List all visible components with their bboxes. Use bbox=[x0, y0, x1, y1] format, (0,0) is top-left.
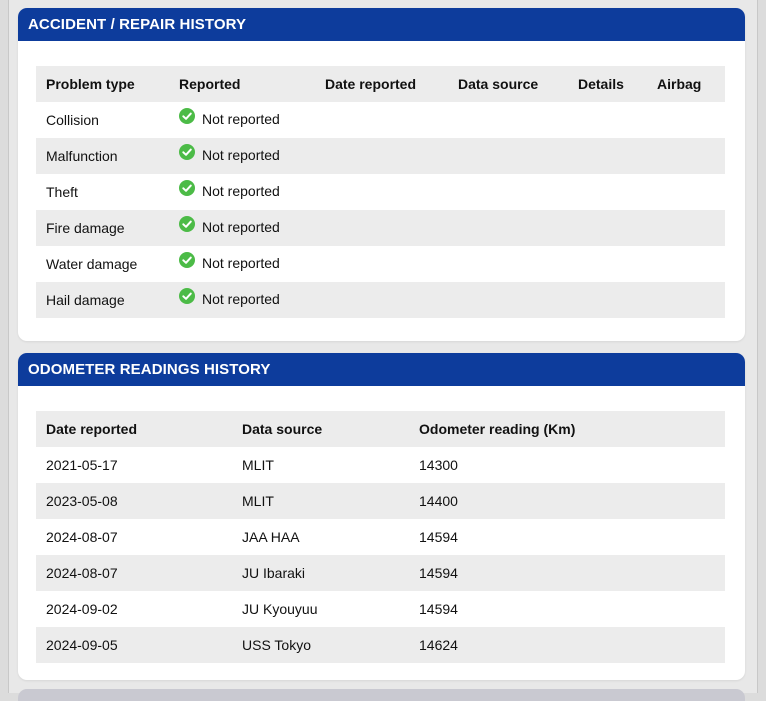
table-row bbox=[36, 246, 725, 282]
table-row bbox=[36, 138, 725, 174]
problem-type-cell: Malfunction bbox=[36, 138, 169, 174]
details-cell bbox=[568, 210, 647, 246]
problem-type-cell: Hail damage bbox=[36, 282, 169, 318]
reported-status-text: Not reported bbox=[202, 218, 280, 235]
problem-type-cell: Water damage bbox=[36, 246, 169, 282]
reported-cell bbox=[169, 282, 315, 318]
airbag-cell bbox=[647, 246, 725, 282]
details-cell bbox=[568, 102, 647, 138]
data-source-cell bbox=[448, 210, 568, 246]
data-source-cell bbox=[448, 246, 568, 282]
problem-type-cell: Collision bbox=[36, 102, 169, 138]
col-header-problem-type: Problem type bbox=[36, 66, 169, 102]
table-row bbox=[36, 282, 725, 318]
data-source-cell bbox=[448, 282, 568, 318]
col-header-date-reported: Date reported bbox=[36, 411, 232, 447]
reported-status-text: Not reported bbox=[202, 290, 280, 307]
table-row bbox=[36, 555, 725, 591]
odometer-reading-cell: 14594 bbox=[409, 555, 725, 591]
odometer-reading-cell: 14594 bbox=[409, 519, 725, 555]
reported-status-text: Not reported bbox=[202, 254, 280, 271]
reported-cell bbox=[169, 138, 315, 174]
date-reported-cell bbox=[315, 138, 448, 174]
reported-cell bbox=[169, 174, 315, 210]
date-reported-cell bbox=[315, 246, 448, 282]
odometer-reading-cell: 14624 bbox=[409, 627, 725, 663]
odometer-source-cell: MLIT bbox=[232, 447, 409, 483]
table-row bbox=[36, 519, 725, 555]
odometer-date-cell: 2023-05-08 bbox=[36, 483, 232, 519]
reported-cell bbox=[169, 102, 315, 138]
col-header-data-source: Data source bbox=[232, 411, 409, 447]
odometer-date-cell: 2024-09-02 bbox=[36, 591, 232, 627]
col-header-data-source: Data source bbox=[448, 66, 568, 102]
details-cell bbox=[568, 282, 647, 318]
table-row bbox=[36, 102, 725, 138]
check-circle-icon bbox=[179, 108, 195, 124]
reported-status-text: Not reported bbox=[202, 182, 280, 199]
odometer-date-cell: 2024-08-07 bbox=[36, 519, 232, 555]
odometer-reading-cell: 14300 bbox=[409, 447, 725, 483]
table-row bbox=[36, 174, 725, 210]
odometer-date-cell: 2024-08-07 bbox=[36, 555, 232, 591]
details-cell bbox=[568, 138, 647, 174]
airbag-cell bbox=[647, 210, 725, 246]
date-reported-cell bbox=[315, 210, 448, 246]
odometer-history-table bbox=[36, 411, 725, 663]
col-header-date-reported: Date reported bbox=[315, 66, 448, 102]
accident-history-title: ACCIDENT / REPAIR HISTORY bbox=[18, 8, 745, 41]
odometer-source-cell: JAA HAA bbox=[232, 519, 409, 555]
col-header-details: Details bbox=[568, 66, 647, 102]
date-reported-cell bbox=[315, 174, 448, 210]
check-circle-icon bbox=[179, 288, 195, 304]
odometer-reading-cell: 14594 bbox=[409, 591, 725, 627]
reported-status-text: Not reported bbox=[202, 110, 280, 127]
table-row bbox=[36, 591, 725, 627]
odometer-source-cell: MLIT bbox=[232, 483, 409, 519]
data-source-cell bbox=[448, 102, 568, 138]
reported-cell bbox=[169, 246, 315, 282]
problem-type-cell: Theft bbox=[36, 174, 169, 210]
check-circle-icon bbox=[179, 144, 195, 160]
airbag-cell bbox=[647, 138, 725, 174]
accident-history-table bbox=[36, 66, 725, 318]
reported-cell bbox=[169, 210, 315, 246]
date-reported-cell bbox=[315, 282, 448, 318]
check-circle-icon bbox=[179, 216, 195, 232]
accident-table-header-row bbox=[36, 66, 725, 102]
airbag-cell bbox=[647, 282, 725, 318]
next-section-edge bbox=[18, 689, 745, 701]
details-cell bbox=[568, 174, 647, 210]
odometer-history-title: ODOMETER READINGS HISTORY bbox=[18, 353, 745, 386]
odometer-source-cell: JU Ibaraki bbox=[232, 555, 409, 591]
details-cell bbox=[568, 246, 647, 282]
date-reported-cell bbox=[315, 102, 448, 138]
odometer-history-card bbox=[18, 353, 745, 680]
accident-history-card bbox=[18, 8, 745, 341]
check-circle-icon bbox=[179, 252, 195, 268]
odometer-reading-cell: 14400 bbox=[409, 483, 725, 519]
reported-status-text: Not reported bbox=[202, 146, 280, 163]
col-header-reported: Reported bbox=[169, 66, 315, 102]
odometer-date-cell: 2024-09-05 bbox=[36, 627, 232, 663]
table-row bbox=[36, 447, 725, 483]
table-row bbox=[36, 210, 725, 246]
col-header-odometer-reading: Odometer reading (Km) bbox=[409, 411, 725, 447]
odometer-source-cell: JU Kyouyuu bbox=[232, 591, 409, 627]
airbag-cell bbox=[647, 102, 725, 138]
table-row bbox=[36, 483, 725, 519]
problem-type-cell: Fire damage bbox=[36, 210, 169, 246]
check-circle-icon bbox=[179, 180, 195, 196]
airbag-cell bbox=[647, 174, 725, 210]
odometer-source-cell: USS Tokyo bbox=[232, 627, 409, 663]
data-source-cell bbox=[448, 174, 568, 210]
odometer-table-header-row bbox=[36, 411, 725, 447]
col-header-airbag: Airbag bbox=[647, 66, 725, 102]
table-row bbox=[36, 627, 725, 663]
odometer-date-cell: 2021-05-17 bbox=[36, 447, 232, 483]
data-source-cell bbox=[448, 138, 568, 174]
